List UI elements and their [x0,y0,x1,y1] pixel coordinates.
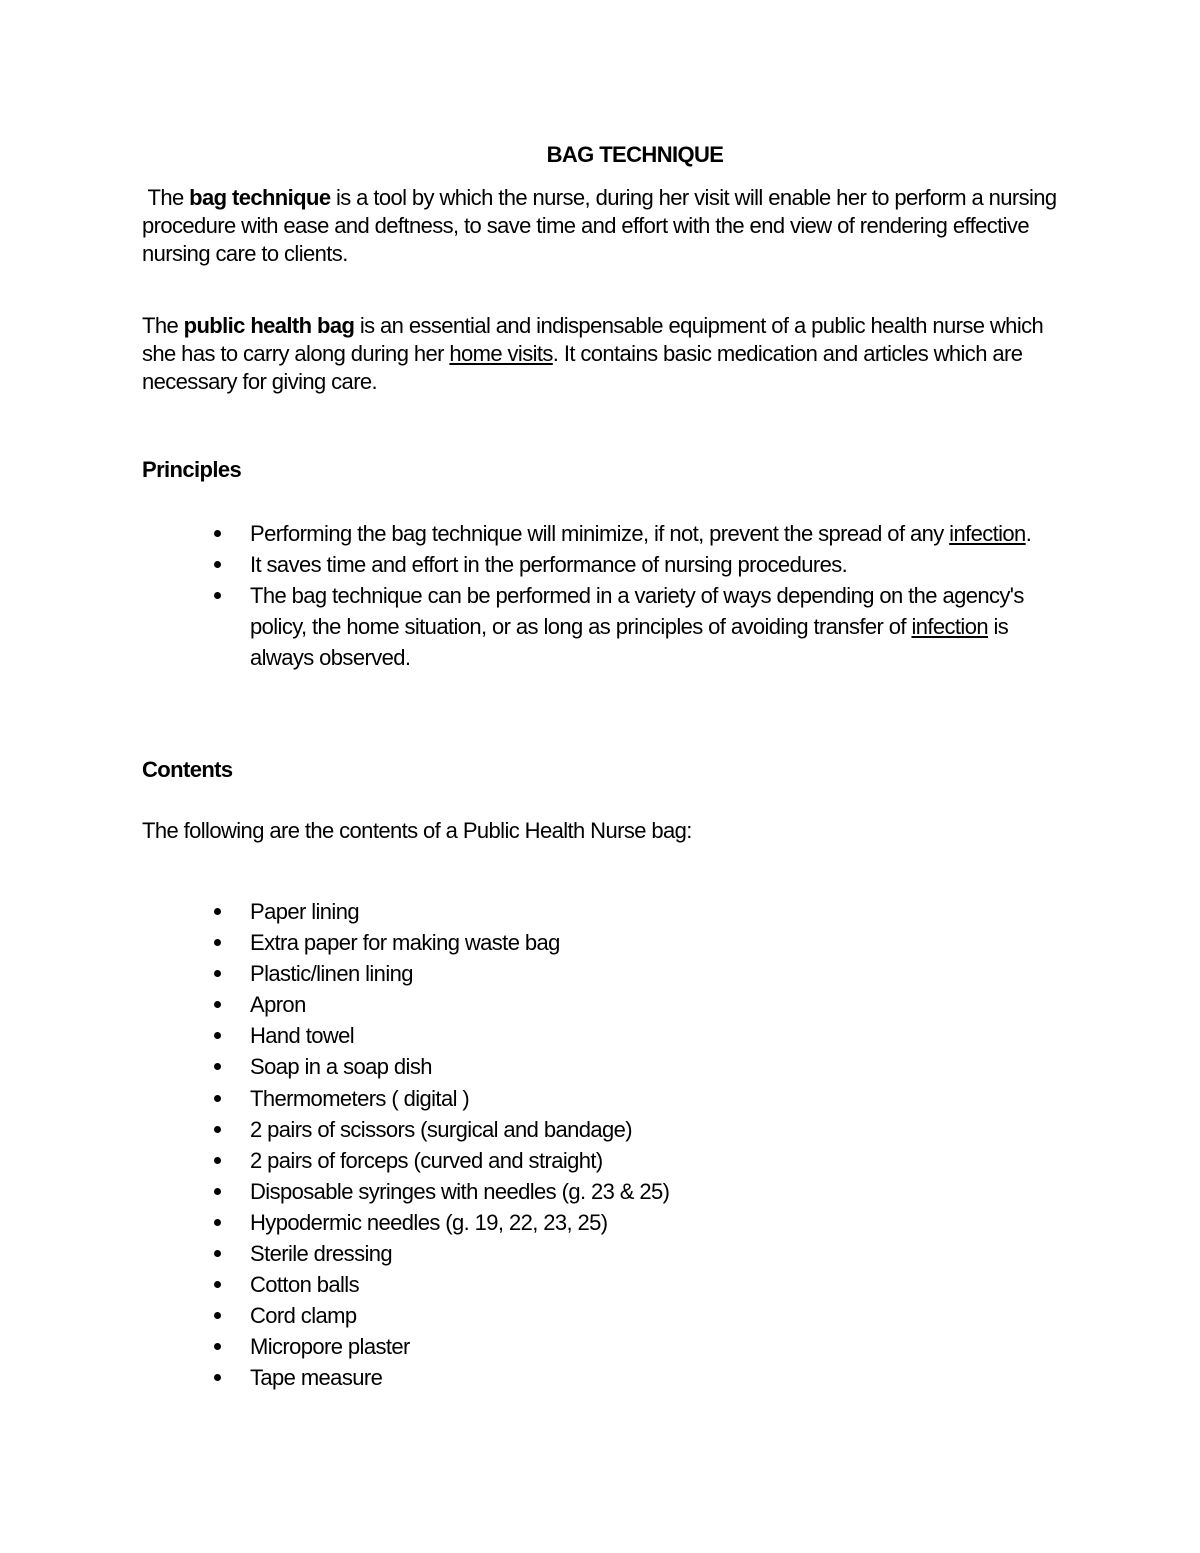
bullet-icon [214,939,221,946]
list-item [214,1083,1054,1114]
bullet-icon [214,970,221,977]
list-item [214,1114,1054,1145]
list-item [214,896,1054,927]
content-item-text: Soap in a soap dish [250,1054,432,1080]
content-item-text: Cotton balls [250,1272,359,1298]
content-item-text: Thermometers ( digital ) [250,1085,470,1111]
content-item-text: Hypodermic needles (g. 19, 22, 23, 25) [250,1209,608,1235]
bullet-icon [214,1343,221,1350]
principle-text: Performing the bag technique will minimize, if not, prevent the spread of any [250,521,950,546]
list-item [214,1331,1054,1362]
list-item [214,580,1054,673]
principle-text: It saves time and effort in the performance of nursing procedures. [250,552,848,577]
bullet-icon [214,1126,221,1133]
bullet-icon [214,1374,221,1381]
bullet-icon [214,1063,221,1070]
list-item [214,549,1054,580]
content-item-text: Disposable syringes with needles (g. 23 & 25) [250,1178,670,1204]
list-item [214,1269,1054,1300]
intro-p2-mid: is an essential and indispensable equipment of a public health nurse which she has to carry along during her [142,313,1044,366]
content-item-text: Tape measure [250,1365,383,1391]
content-item-text: Sterile dressing [250,1241,393,1267]
bullet-icon [214,1219,221,1226]
bullet-icon [214,561,221,568]
bullet-icon [214,1157,221,1164]
intro-p2-lead: The [142,313,184,338]
contents-heading: Contents [142,757,233,782]
intro-p2-rest: . It contains basic medication and articles which are necessary for giving care. [142,341,1023,394]
page-title: BAG TECHNIQUE [546,142,724,167]
content-item-text: Micropore plaster [250,1334,410,1360]
list-item [214,518,1054,549]
list-item [214,989,1054,1020]
principles-list [214,518,1054,673]
bullet-icon [214,1095,221,1102]
bullet-icon [214,1188,221,1195]
principle-text-after: . [1025,521,1032,546]
bullet-icon [214,1312,221,1319]
content-item-text: Apron [250,992,306,1018]
bullet-icon [214,1281,221,1288]
list-item [214,1300,1054,1331]
intro-p1-lead: The [147,185,190,210]
intro-paragraph-bag-technique [142,184,1057,268]
bullet-icon [214,1250,221,1257]
intro-p1-rest: is a tool by which the nurse, during her visit will enable her to perform a nursing procedure with ease and deftness, to save time and effort with the end view of rendering effective nursing care to clients. [142,185,1057,266]
content-item-text: 2 pairs of scissors (surgical and bandage) [250,1116,633,1142]
content-item-text: Paper lining [250,899,359,924]
content-item-text: 2 pairs of forceps (curved and straight) [250,1147,603,1173]
principles-heading: Principles [142,457,242,482]
bullet-icon [214,1032,221,1039]
content-item-text: Plastic/linen lining [250,961,413,987]
principle-text-after: is always observed. [250,614,1009,670]
list-item [214,1145,1054,1176]
bullet-icon [214,908,221,915]
list-item [214,1020,1054,1051]
bullet-icon [214,530,221,537]
list-item [214,1051,1054,1082]
content-item-text: Hand towel [250,1023,355,1049]
bullet-icon [214,592,221,599]
content-item-text: Extra paper for making waste bag [250,930,560,956]
home-visits-link[interactable]: home visits [449,341,553,366]
list-item [214,958,1054,989]
list-item [214,1176,1054,1207]
content-item-text: Cord clamp [250,1303,357,1329]
list-item [214,1207,1054,1238]
intro-p2-bold: public health bag [183,313,355,338]
list-item [214,927,1054,958]
contents-intro: The following are the contents of a Public Health Nurse bag: [142,818,692,843]
intro-p1-bold: bag technique [189,185,331,210]
infection-link[interactable]: infection [911,614,988,639]
principle-text: The bag technique can be performed in a variety of ways depending on the agency's policy, the home situation, or as long as principles of avoiding transfer of [250,583,1024,639]
infection-link[interactable]: infection [949,521,1026,546]
intro-paragraph-public-health-bag [142,312,1057,396]
bullet-icon [214,1001,221,1008]
list-item [214,1362,1054,1393]
contents-list [214,896,1054,1394]
list-item [214,1238,1054,1269]
